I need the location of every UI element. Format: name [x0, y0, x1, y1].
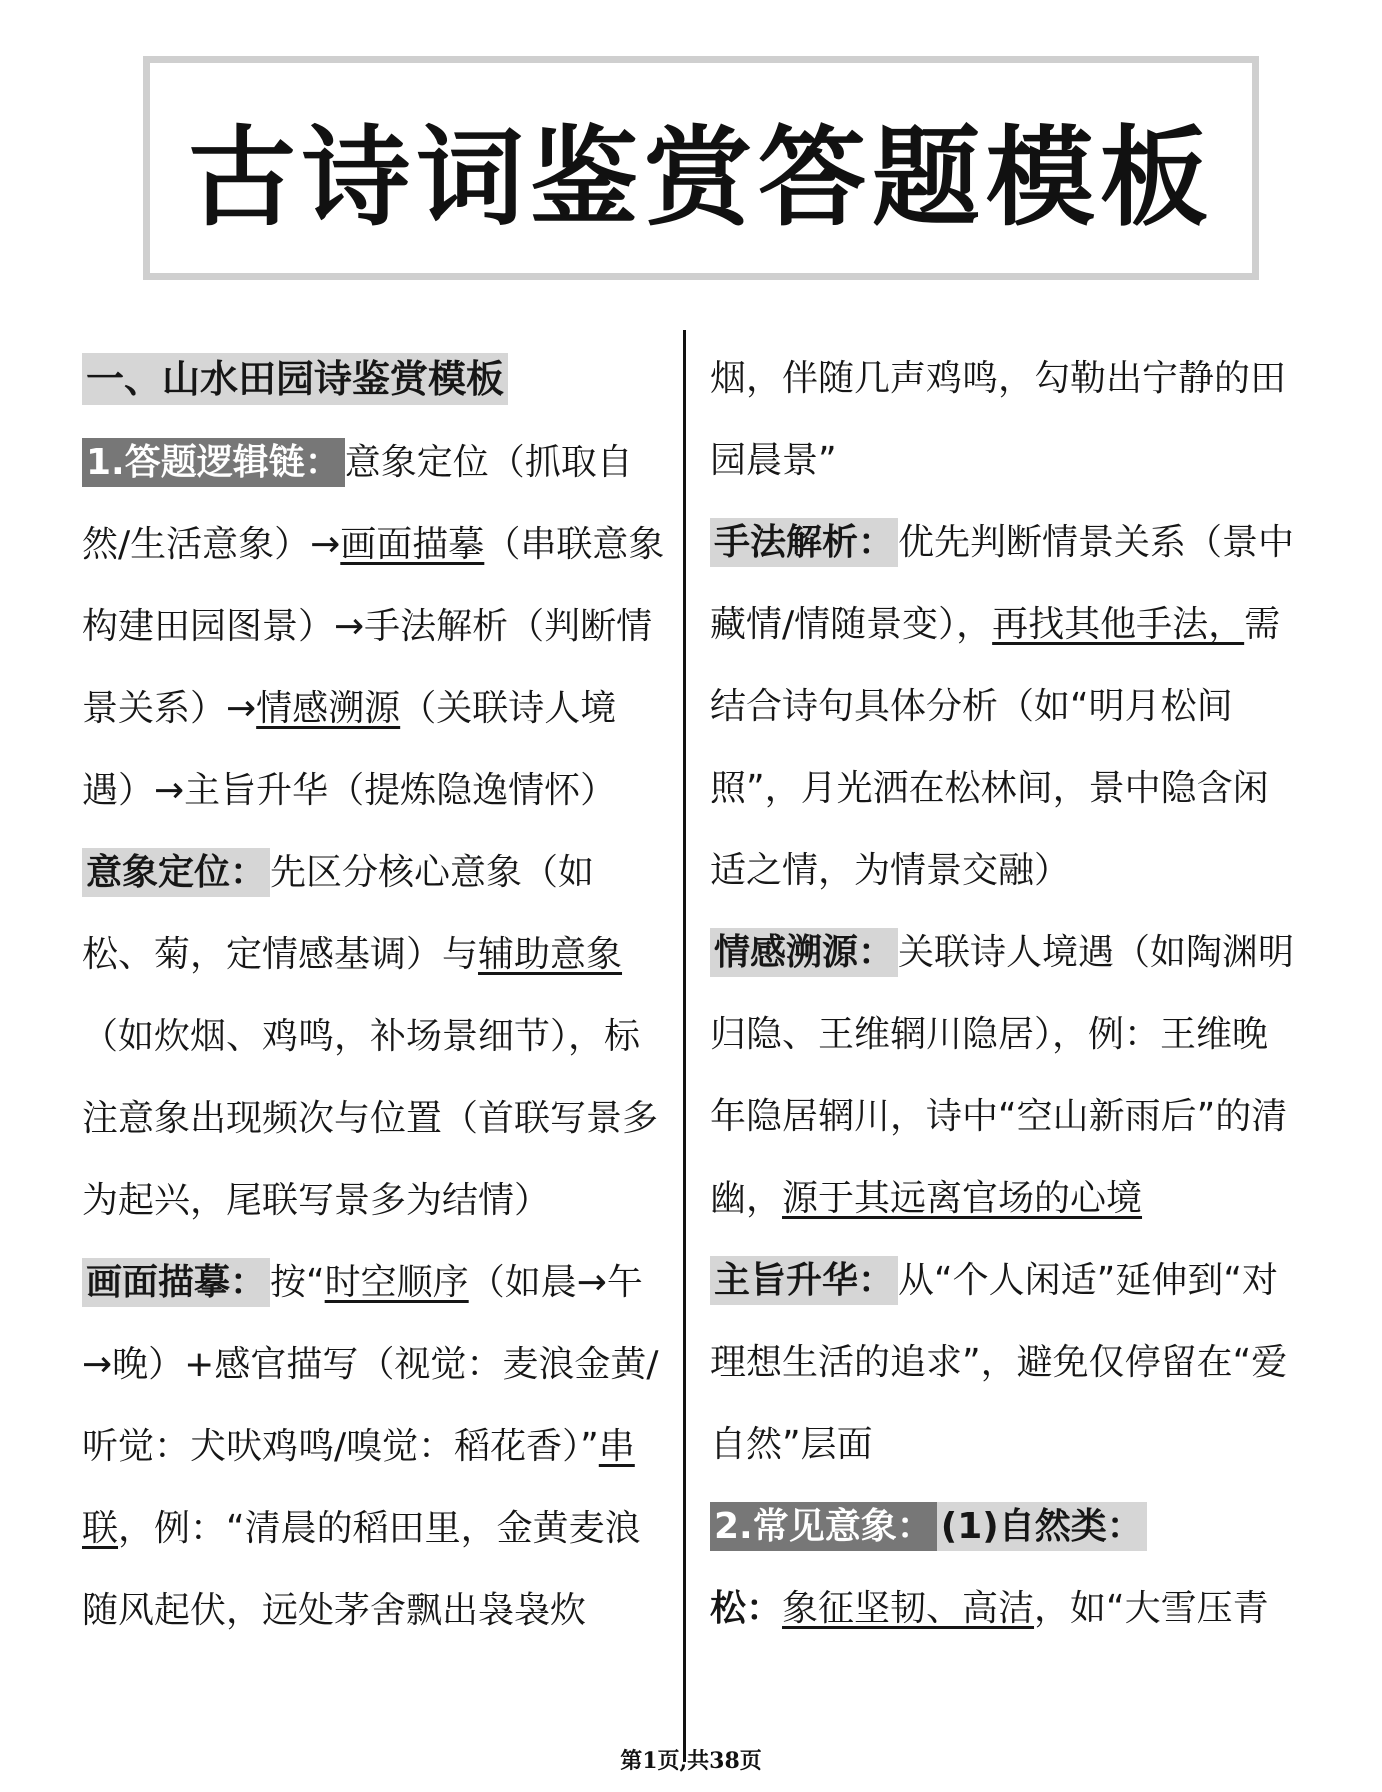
section-heading — [82, 338, 666, 422]
image-location-label: 意象定位： — [82, 848, 270, 897]
title-box — [143, 56, 1259, 280]
common-images-label: 2.常见意象： — [710, 1502, 937, 1551]
pine-label: 松： — [710, 1588, 783, 1629]
page-title: 古诗词鉴赏答题模板 — [187, 115, 1214, 241]
emotion-label: 情感溯源： — [710, 928, 898, 977]
image-location-text: 先区分核心意象（如松、菊，定情感基调）与 — [82, 852, 595, 975]
technique-label: 手法解析： — [710, 518, 898, 567]
technique-text: 需结合诗句具体分析（如“明月松间照”，月光洒在松林间，景中隐含闲适之情，为情景交融） — [710, 604, 1281, 891]
technique-underline: 再找其他手法， — [992, 604, 1245, 645]
theme-text: 从“个人闲适”延伸到“对理想生活的追求”，避免仅停留在“爱自然”层面 — [710, 1260, 1288, 1465]
left-column — [82, 338, 666, 1652]
image-location-text: （如炊烟、鸡鸣，补场景细节），标注意象出现频次与位置（首联写景多为起兴，尾联写景多为结情） — [82, 1016, 659, 1221]
logic-chain-underline: 情感溯源 — [256, 688, 401, 729]
theme-paragraph — [710, 1240, 1296, 1486]
page-number: 第1页,共38页 — [620, 1748, 762, 1774]
continued-paragraph — [710, 338, 1296, 502]
image-location-underline: 辅助意象 — [478, 934, 623, 975]
technique-text: 优先判断情景关系（景中藏情/情随景变）， — [710, 522, 1295, 645]
scene-description-text: （如晨→午→晚）+感官描写（视觉：麦浪金黄/听觉：犬吠鸡鸣/嗅觉：稻花香）” — [82, 1262, 659, 1467]
emotion-text: 关联诗人境遇（如陶渊明归隐、王维辋川隐居），例：王维晚年隐居辋川，诗中“空山新雨后”的清幽， — [710, 932, 1295, 1219]
continued-text: 烟，伴随几声鸡鸣，勾勒出宁静的田园晨景” — [710, 358, 1287, 481]
scene-description-paragraph — [82, 1242, 666, 1652]
logic-chain-text: 意象定位（抓取自然/生活意象）→ — [82, 442, 633, 565]
logic-chain-text: （关联诗人境遇）→主旨升华（提炼隐逸情怀） — [82, 688, 617, 811]
logic-chain-text: （串联意象构建田园图景）→手法解析（判断情景关系）→ — [82, 524, 665, 729]
logic-chain-label: 1.答题逻辑链： — [82, 438, 345, 487]
emotion-underline: 源于其远离官场的心境 — [782, 1178, 1143, 1219]
technique-paragraph — [710, 502, 1296, 912]
emotion-paragraph — [710, 912, 1296, 1240]
common-images-heading — [710, 1486, 1296, 1568]
logic-chain-underline: 画面描摹 — [340, 524, 485, 565]
pine-text: ，如“大雪压青 — [1034, 1588, 1269, 1629]
image-location-paragraph — [82, 832, 666, 1242]
nature-category-label: (1)自然类： — [937, 1502, 1147, 1551]
theme-label: 主旨升华： — [710, 1256, 898, 1305]
scene-description-text: 按“ — [270, 1262, 325, 1303]
scene-description-text: ，例：“清晨的稻田里，金黄麦浪随风起伏，远处茅舍飘出袅袅炊 — [82, 1508, 641, 1631]
column-divider — [683, 330, 686, 1762]
scene-description-underline: 时空顺序 — [324, 1262, 469, 1303]
pine-underline: 象征坚韧、高洁 — [782, 1588, 1035, 1629]
section-title: 一、山水田园诗鉴赏模板 — [82, 353, 508, 405]
logic-chain-paragraph — [82, 422, 666, 832]
right-column — [710, 338, 1296, 1650]
scene-description-label: 画面描摹： — [82, 1258, 270, 1307]
pine-paragraph — [710, 1568, 1296, 1650]
scene-description-underline: 串联 — [82, 1426, 635, 1549]
